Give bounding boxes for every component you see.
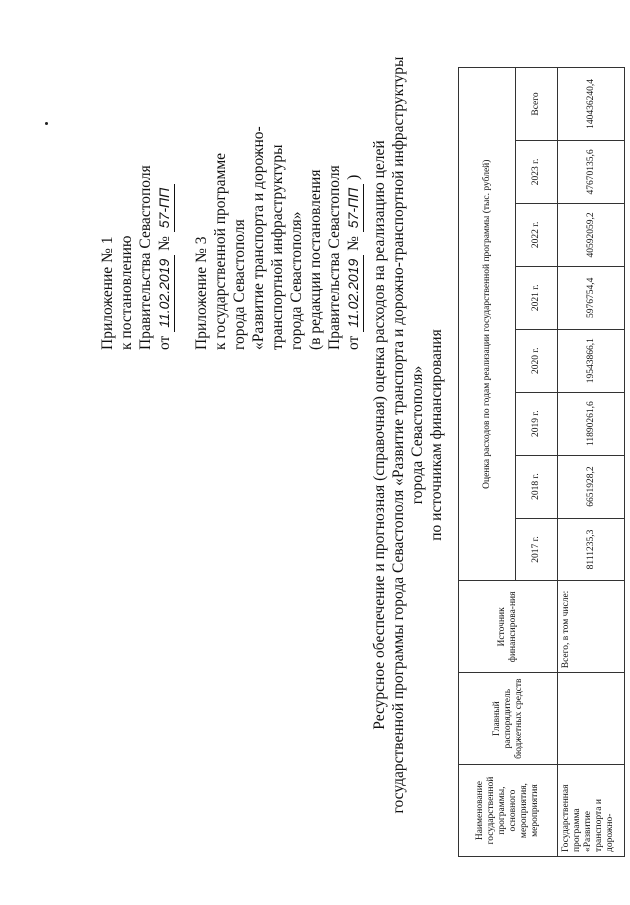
title-line4: по источникам финансирования <box>428 329 445 541</box>
appendix-3-line7: (в редакции постановления <box>307 169 324 350</box>
value-cell: 47670135,6 <box>558 140 625 203</box>
row-source: Всего, в том числе: <box>558 581 625 673</box>
year-cell: 2020 г. <box>516 329 558 392</box>
appendix-3-line8: Правительства Севастополя <box>326 165 343 350</box>
appendix-1-date-line <box>155 10 175 350</box>
appendix-3-line4: «Развитие транспорта и дорожно- <box>250 126 267 350</box>
appendix-1-line3: Правительства Севастополя <box>137 165 154 350</box>
value-cell: 40592059,2 <box>558 203 625 266</box>
appendix-3-line6: города Севастополя» <box>288 211 305 350</box>
appendix-3-block <box>192 10 364 350</box>
appendix-3-line2: к государственной программе <box>212 152 229 350</box>
appendix-1-line1: Приложение № 1 <box>99 236 116 350</box>
appendix-1-number-label: № <box>156 236 173 251</box>
appendix-3-close: ) <box>345 174 362 180</box>
header-estimate: Оценка расходов по годам реализации государственной программы (тыс. рублей) <box>459 68 516 581</box>
row-manager <box>558 673 625 765</box>
appendix-3-line3: города Севастополя <box>231 219 248 350</box>
table-header-row <box>459 68 516 857</box>
value-cell: 140436240,4 <box>558 68 625 141</box>
value-cell: 5976754,4 <box>558 266 625 329</box>
appendix-3-date: 11.02.2019 <box>344 255 364 332</box>
title-line1: Ресурсное обеспечение и прогнозная (справочная) оценка расходов на реализацию целей <box>371 140 388 730</box>
appendix-3-date-line <box>344 10 364 350</box>
table-row <box>558 68 625 857</box>
year-cell: 2017 г. <box>516 518 558 581</box>
value-cell: 6651928,2 <box>558 455 625 518</box>
document-title <box>370 55 446 815</box>
appendix-1-block <box>98 10 175 350</box>
appendix-1-from-label: от <box>156 335 173 350</box>
year-cell: 2021 г. <box>516 266 558 329</box>
appendix-3-number-label: № <box>345 236 362 251</box>
appendix-3-number: 57-ПП <box>344 184 364 233</box>
year-cell: 2023 г. <box>516 140 558 203</box>
value-cell: 8111235,3 <box>558 518 625 581</box>
value-cell: 11890261,6 <box>558 392 625 455</box>
appendix-1-date: 11.02.2019 <box>155 255 175 332</box>
year-cell: 2022 г. <box>516 203 558 266</box>
appendix-1-number: 57-ПП <box>155 184 175 233</box>
speck-mark <box>45 122 48 125</box>
appendix-1-line2: к постановлению <box>118 235 135 350</box>
appendix-3-line1: Приложение № 3 <box>193 236 210 350</box>
year-cell: 2019 г. <box>516 392 558 455</box>
row-name: Государственная программа «Развитие транспорта и дорожно- <box>558 765 625 857</box>
year-cell: Всего <box>516 68 558 141</box>
appendix-3-line5: транспортной инфраструктуры <box>269 144 286 350</box>
financing-table <box>458 67 625 857</box>
year-cell: 2018 г. <box>516 455 558 518</box>
header-manager: Главный распорядитель бюджетных средств <box>459 673 558 765</box>
value-cell: 19543866,1 <box>558 329 625 392</box>
title-line3: города Севастополя» <box>409 365 426 505</box>
header-source: Источник финансирова-ния <box>459 581 558 673</box>
appendix-3-from-label: от <box>345 335 362 350</box>
header-name: Наименование государственной программы, основного мероприятия, мероприятия <box>459 765 558 857</box>
title-line2: государственной программы города Севастополя «Развитие транспорта и дорожно-транспортной инфраструктуры <box>390 56 407 814</box>
